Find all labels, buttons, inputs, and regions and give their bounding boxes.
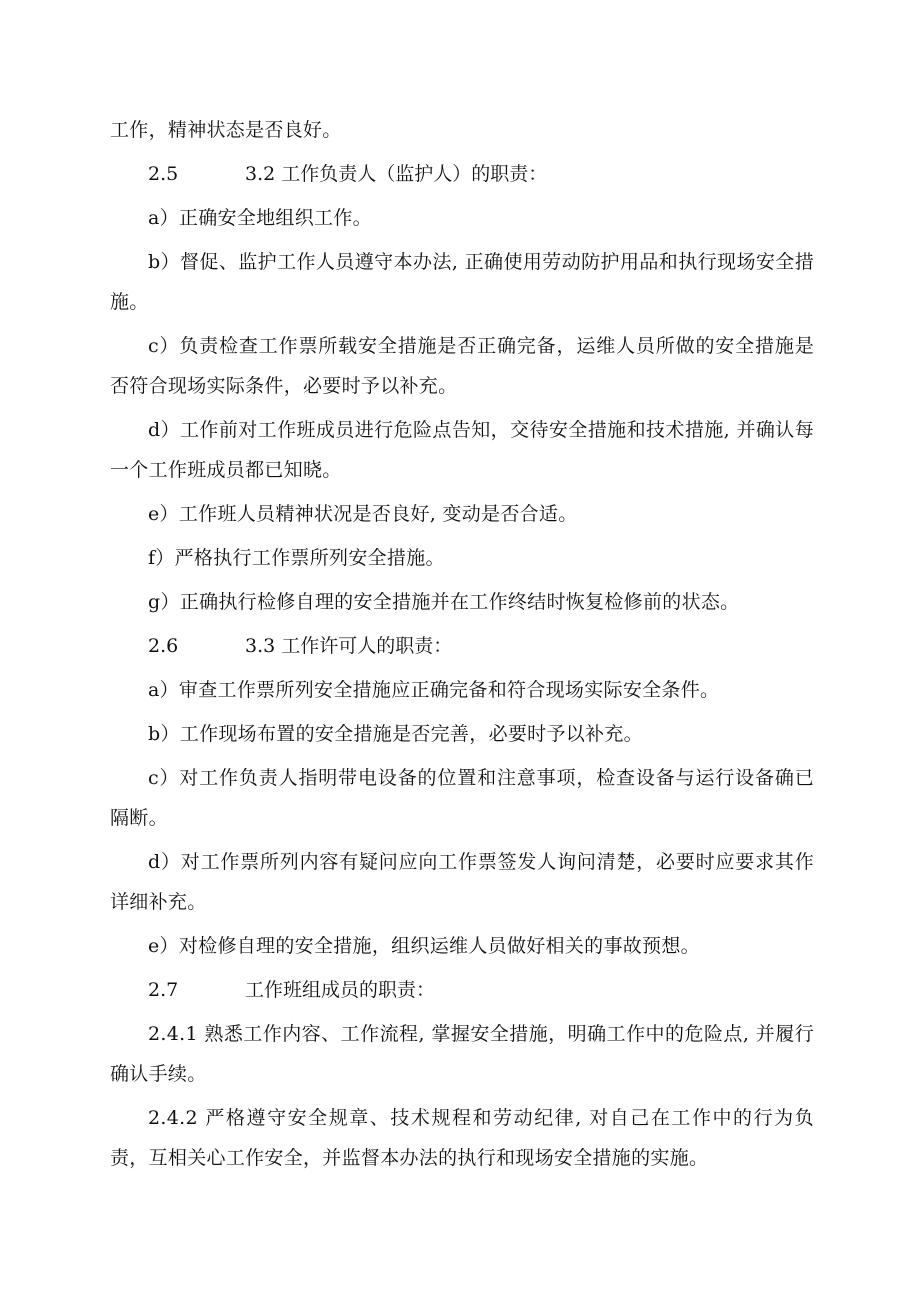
section-title: 3.2 工作负责人（监护人）的职责： [245, 163, 548, 185]
list-item: e）对检修自理的安全措施，组织运维人员做好相关的事故预想。 [148, 935, 700, 957]
list-item: a）审查工作票所列安全措施应正确完备和符合现场实际安全条件。 [148, 679, 720, 701]
list-item: c）对工作负责人指明带电设备的位置和注意事项，检查设备与运行设备确已隔断。 [110, 767, 814, 829]
section-title: 3.3 工作许可人的职责： [245, 635, 453, 657]
section-number: 2.5 [148, 163, 179, 185]
section-heading-2-7 [110, 970, 814, 1010]
list-item: d）对工作票所列内容有疑问应向工作票签发人询问清楚，必要时应要求其作详细补充。 [110, 851, 814, 913]
clause-paragraph: 2.4.2 严格遵守安全规章、技术规程和劳动纪律, 对自己在工作中的行为负责，互相关心工作安全，并监督本办法的执行和现场安全措施的实施。 [110, 1107, 814, 1169]
paragraph: 工作，精神状态是否良好。 [110, 119, 342, 141]
clause-paragraph: 2.4.1 熟悉工作内容、工作流程, 掌握安全措施，明确工作中的危险点, 并履行确认手续。 [110, 1023, 814, 1085]
list-item: g）正确执行检修自理的安全措施并在工作终结时恢复检修前的状态。 [148, 591, 740, 613]
list-item: b）督促、监护工作人员遵守本办法, 正确使用劳动防护用品和执行现场安全措施。 [110, 251, 814, 313]
section-number: 2.7 [148, 979, 179, 1001]
list-item: f）严格执行工作票所列安全措施。 [148, 547, 445, 569]
section-title: 工作班组成员的职责： [245, 979, 436, 1001]
section-number: 2.6 [148, 635, 179, 657]
list-item: b）工作现场布置的安全措施是否完善，必要时予以补充。 [148, 723, 643, 745]
document-body [110, 110, 814, 1182]
list-item: e）工作班人员精神状况是否良好, 变动是否合适。 [148, 503, 578, 525]
section-heading-2-6 [110, 626, 814, 666]
list-item: d）工作前对工作班成员进行危险点告知，交待安全措施和技术措施, 并确认每一个工作班成员都已知晓。 [110, 419, 814, 481]
section-heading-2-5 [110, 154, 814, 194]
list-item: c）负责检查工作票所载安全措施是否正确完备，运维人员所做的安全措施是否符合现场实际条件，必要时予以补充。 [110, 335, 814, 397]
list-item: a）正确安全地组织工作。 [148, 207, 372, 229]
